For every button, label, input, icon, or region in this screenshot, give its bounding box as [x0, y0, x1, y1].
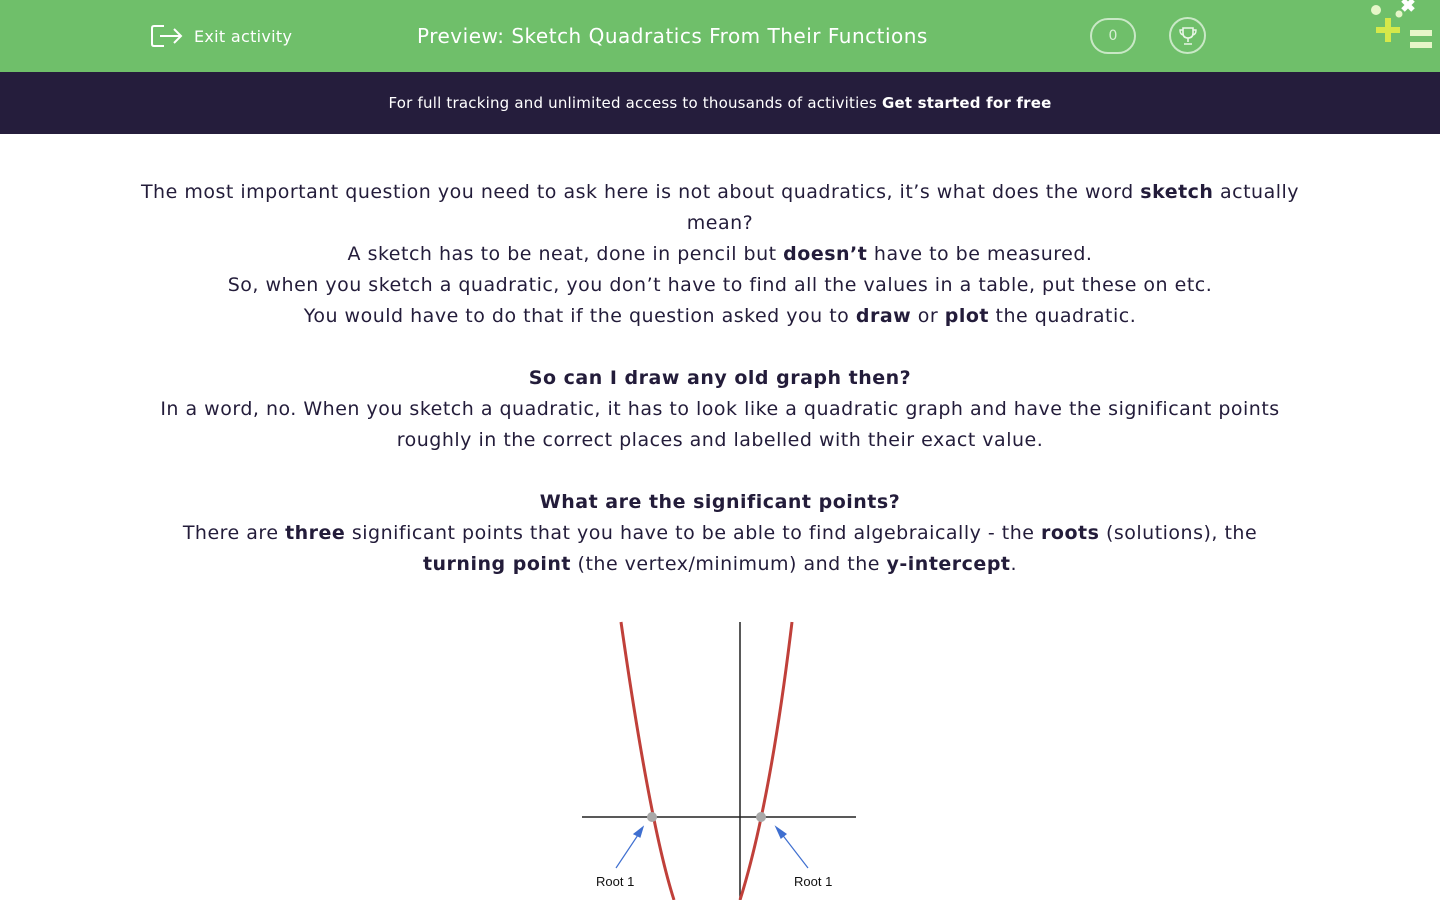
banner-text: For full tracking and unlimited access to thousands of activities	[388, 94, 877, 112]
get-started-link[interactable]: Get started for free	[881, 94, 1052, 112]
paragraph-draw-plot: You would have to do that if the question asked you to draw or plot the quadratic.	[303, 305, 1137, 327]
paragraph-in-a-word: In a word, no. When you sketch a quadratic, it has to look like a quadratic graph and have the significant points roughly in the correct places and labelled with their exact value.	[160, 398, 1280, 451]
root-label-left: Root 1	[596, 874, 635, 889]
root-marker-left	[647, 812, 657, 822]
exit-icon	[150, 22, 184, 50]
arrow-right	[776, 827, 808, 868]
root-label-right: Root 1	[794, 874, 833, 889]
paragraph-no-table: So, when you sketch a quadratic, you don’t have to find all the values in a table, put these on etc.	[227, 274, 1213, 296]
exit-activity-button[interactable]	[150, 22, 292, 50]
quadratic-sketch	[570, 615, 870, 900]
heading-any-old-graph: So can I draw any old graph then?	[528, 367, 912, 389]
paragraph-sketch-definition: A sketch has to be neat, done in pencil but doesn’t have to be measured.	[347, 243, 1093, 265]
paragraph-three-points: There are three significant points that you have to be able to find algebraically - the roots (solutions), the turning point (the vertex/minimum) and the y-intercept.	[182, 522, 1258, 575]
page-title: Preview: Sketch Quadratics From Their Functions	[417, 24, 928, 48]
heading-significant-points: What are the significant points?	[539, 491, 901, 513]
trophy-icon	[1177, 25, 1199, 47]
upgrade-banner	[0, 72, 1440, 134]
root-marker-right	[756, 812, 766, 822]
exit-activity-label: Exit activity	[194, 26, 293, 46]
brand-logo	[1365, 0, 1440, 60]
lesson-content	[140, 177, 1300, 580]
score-badge: 0	[1090, 18, 1136, 54]
quadratic-curve	[621, 622, 792, 900]
trophy-button[interactable]	[1169, 17, 1206, 54]
arrow-left	[616, 827, 643, 868]
paragraph-sketch-meaning: The most important question you need to ask here is not about quadratics, it’s what does the word sketch actually mean?	[140, 181, 1300, 234]
top-bar	[0, 0, 1440, 72]
